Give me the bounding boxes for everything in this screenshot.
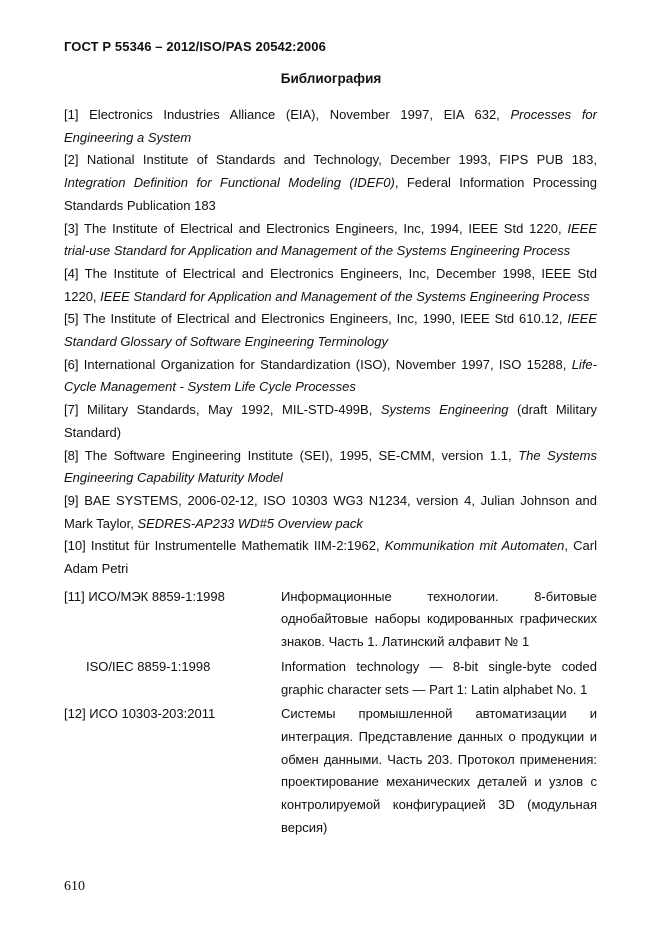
standards-table — [64, 586, 597, 840]
reference-text: Military Standards, May 1992, MIL-STD-499B, — [78, 402, 381, 418]
reference-text: BAE SYSTEMS, 2006-02-12, ISO 10303 WG3 N1234, version 4, Julian Johnson and Mark Taylor, — [64, 492, 597, 531]
reference-text-tail: (draft Military Standard) — [64, 402, 598, 440]
reference-item — [64, 490, 597, 535]
reference-text: The Institute of Electrical and Electronics Engineers, Inc, 1990, IEEE Std 610.12, — [78, 311, 568, 327]
reference-item — [64, 535, 597, 580]
reference-item — [64, 308, 597, 353]
reference-text: National Institute of Standards and Technology, December 1993, FIPS PUB 183, — [78, 152, 597, 168]
reference-text: International Organization for Standardization (ISO), November 1997, ISO 15288, — [78, 356, 572, 372]
standards-row — [64, 654, 597, 701]
standard-code: [12] ИСО 10303-203:2011 — [64, 706, 216, 722]
standard-description: Системы промышленной автоматизации и интеграция. Представление данных о продукции и обмен данными. Часть 203. Протокол применения: проектирование механических деталей и узлов с контролируемой конфигурацией 3D (модульная версия) — [281, 706, 597, 835]
bibliography-title: Библиография — [280, 71, 382, 86]
reference-number: [4] — [64, 265, 79, 281]
page-number: 610 — [64, 879, 85, 894]
standards-row — [64, 586, 597, 654]
standard-code: ISO/IEC 8859-1:1998 — [86, 658, 211, 674]
reference-title: Systems Engineering — [380, 402, 509, 418]
reference-title: IEEE trial-use Standard for Application and Management of the Systems Engineering Process — [64, 220, 597, 259]
reference-item — [64, 263, 597, 308]
reference-number: [6] — [64, 356, 79, 372]
reference-number: [10] — [64, 538, 86, 554]
reference-text-tail: , Federal Information Processing Standards Publication 183 — [64, 175, 598, 213]
reference-text: The Software Engineering Institute (SEI), 1995, SE-CMM, version 1.1, — [78, 447, 519, 463]
reference-list — [64, 104, 597, 840]
reference-item — [64, 104, 597, 149]
reference-text: Electronics Industries Alliance (EIA), November 1997, EIA 632, — [78, 107, 511, 122]
reference-item — [64, 399, 597, 444]
reference-number: [8] — [64, 447, 79, 463]
reference-title: Kommunikation mit Automaten — [384, 538, 565, 554]
reference-text: Institut für Instrumentelle Mathematik IIM-2:1962, — [85, 538, 385, 554]
reference-title: IEEE Standard for Application and Management of the Systems Engineering Process — [100, 288, 590, 304]
reference-number: [1] — [64, 107, 79, 122]
standard-code: [11] ИСО/МЭК 8859-1:1998 — [64, 588, 225, 604]
reference-title: Life-Cycle Management - System Life Cycle Processes — [64, 356, 597, 395]
reference-title: Integration Definition for Functional Modeling (IDEF0) — [64, 175, 395, 191]
reference-number: [9] — [64, 492, 79, 508]
reference-title: Processes for Engineering a System — [64, 107, 597, 145]
reference-title: SEDRES-AP233 WD#5 Overview pack — [137, 515, 363, 531]
reference-title: The Systems Engineering Capability Maturity Model — [64, 447, 597, 486]
reference-item — [64, 218, 597, 263]
standard-description: Information technology — 8-bit single-byte coded graphic character sets — Part 1: Latin alphabet No. 1 — [281, 658, 597, 697]
reference-item — [64, 149, 597, 217]
reference-number: [7] — [64, 402, 79, 418]
reference-text: The Institute of Electrical and Electronics Engineers, Inc, 1994, IEEE Std 1220, — [78, 220, 568, 236]
standard-header: ГОСТ Р 55346 – 2012/ISO/PAS 20542:2006 — [64, 39, 326, 54]
reference-item — [64, 445, 597, 490]
reference-number: [5] — [64, 311, 79, 327]
reference-item — [64, 354, 597, 399]
reference-number: [3] — [64, 220, 79, 236]
reference-number: [2] — [64, 152, 79, 168]
standards-row — [64, 701, 597, 839]
reference-text: The Institute of Electrical and Electronics Engineers, Inc, December 1998, IEEE Std 1220, — [64, 265, 597, 304]
reference-title: IEEE Standard Glossary of Software Engineering Terminology — [64, 311, 597, 350]
standard-description: Информационные технологии. 8-битовые однобайтовые наборы кодированных графических знаков. Часть 1. Латинский алфавит № 1 — [281, 588, 597, 650]
reference-text-tail: , Carl Adam Petri — [64, 538, 598, 577]
